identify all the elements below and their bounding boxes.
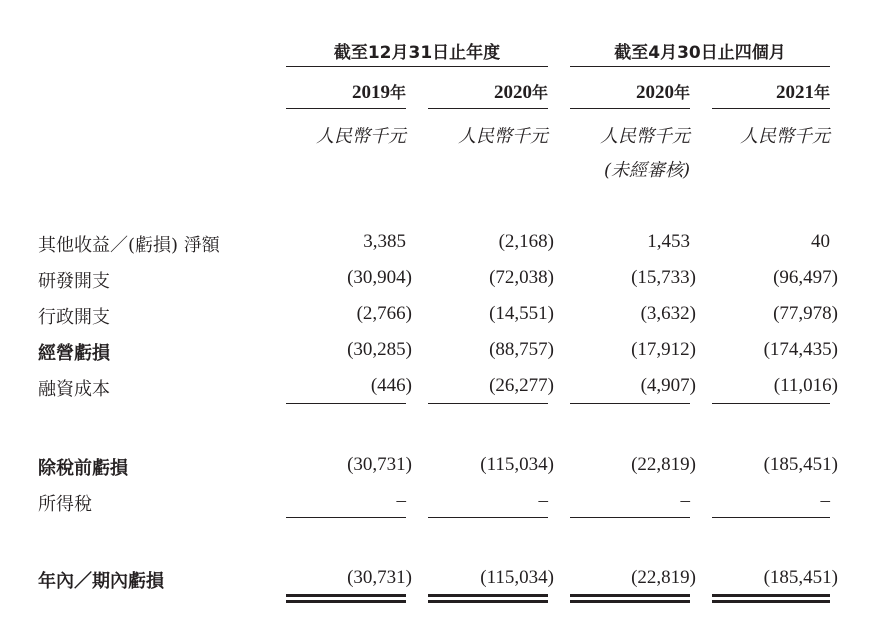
column-year-2020-b: 2020年 xyxy=(635,82,690,103)
cell: (30,904) xyxy=(347,267,412,288)
cell: (2,168) xyxy=(498,231,554,252)
group-title-four-months: 截至4月30日止四個月 xyxy=(614,43,786,63)
column-unit-2: 人民幣千元 xyxy=(458,126,548,147)
cell: 3,385 xyxy=(363,231,406,252)
cell: – xyxy=(396,490,406,511)
column-unit-4: 人民幣千元 xyxy=(740,126,830,147)
cell: (2,766) xyxy=(356,303,412,324)
row-label-operating-loss: 經營虧損 xyxy=(38,343,110,364)
cell: (115,034) xyxy=(480,567,554,588)
total-double-rule-1b xyxy=(286,600,406,603)
subtotal-rule-2 xyxy=(428,403,548,404)
group-rule-four-months xyxy=(570,66,830,67)
column-note-unaudited: (未經審核) xyxy=(603,160,690,181)
tax-rule-2 xyxy=(428,517,548,518)
tax-rule-4 xyxy=(712,517,830,518)
group-title-year-ended: 截至12月31日止年度 xyxy=(333,43,501,63)
subtotal-rule-4 xyxy=(712,403,830,404)
total-double-rule-3b xyxy=(570,600,690,603)
cell: – xyxy=(680,490,690,511)
cell: (4,907) xyxy=(640,375,696,396)
total-double-rule-4a xyxy=(712,594,830,597)
row-label-income-tax: 所得稅 xyxy=(38,494,92,515)
year-rule-4 xyxy=(712,108,830,109)
cell: (174,435) xyxy=(763,339,838,360)
cell: (88,757) xyxy=(489,339,554,360)
subtotal-rule-3 xyxy=(570,403,690,404)
row-label-finance-costs: 融資成本 xyxy=(38,379,110,400)
group-rule-year-ended xyxy=(286,66,548,67)
cell: (30,285) xyxy=(347,339,412,360)
cell: – xyxy=(538,490,548,511)
cell: (115,034) xyxy=(480,454,554,475)
cell: (185,451) xyxy=(763,567,838,588)
total-double-rule-2a xyxy=(428,594,548,597)
column-year-2020-a: 2020年 xyxy=(493,82,548,103)
cell: (72,038) xyxy=(489,267,554,288)
cell: 1,453 xyxy=(647,231,690,252)
column-year-2021: 2021年 xyxy=(775,82,830,103)
row-label-admin-expenses: 行政開支 xyxy=(38,307,110,328)
row-label-other-income: 其他收益／(虧損) 淨額 xyxy=(38,235,220,256)
tax-rule-3 xyxy=(570,517,690,518)
cell: (14,551) xyxy=(489,303,554,324)
cell: (30,731) xyxy=(347,454,412,475)
total-double-rule-1a xyxy=(286,594,406,597)
total-double-rule-3a xyxy=(570,594,690,597)
row-label-loss-before-tax: 除稅前虧損 xyxy=(38,458,128,479)
total-double-rule-2b xyxy=(428,600,548,603)
cell: (3,632) xyxy=(640,303,696,324)
cell: (22,819) xyxy=(631,454,696,475)
column-year-2019: 2019年 xyxy=(351,82,406,103)
year-rule-1 xyxy=(286,108,406,109)
subtotal-rule-1 xyxy=(286,403,406,404)
cell: (11,016) xyxy=(773,375,838,396)
cell: (96,497) xyxy=(773,267,838,288)
cell: (26,277) xyxy=(489,375,554,396)
cell: (22,819) xyxy=(631,567,696,588)
column-unit-3: 人民幣千元 xyxy=(600,126,690,147)
cell: (15,733) xyxy=(631,267,696,288)
cell: (446) xyxy=(370,375,412,396)
cell: – xyxy=(820,490,830,511)
cell: (30,731) xyxy=(347,567,412,588)
cell: (77,978) xyxy=(773,303,838,324)
cell: (17,912) xyxy=(631,339,696,360)
cell: 40 xyxy=(811,231,830,252)
row-label-loss-for-period: 年內／期內虧損 xyxy=(38,571,164,592)
year-rule-3 xyxy=(570,108,690,109)
row-label-rd-expenses: 研發開支 xyxy=(38,271,110,292)
cell: (185,451) xyxy=(763,454,838,475)
year-rule-2 xyxy=(428,108,548,109)
tax-rule-1 xyxy=(286,517,406,518)
column-unit-1: 人民幣千元 xyxy=(316,126,406,147)
total-double-rule-4b xyxy=(712,600,830,603)
